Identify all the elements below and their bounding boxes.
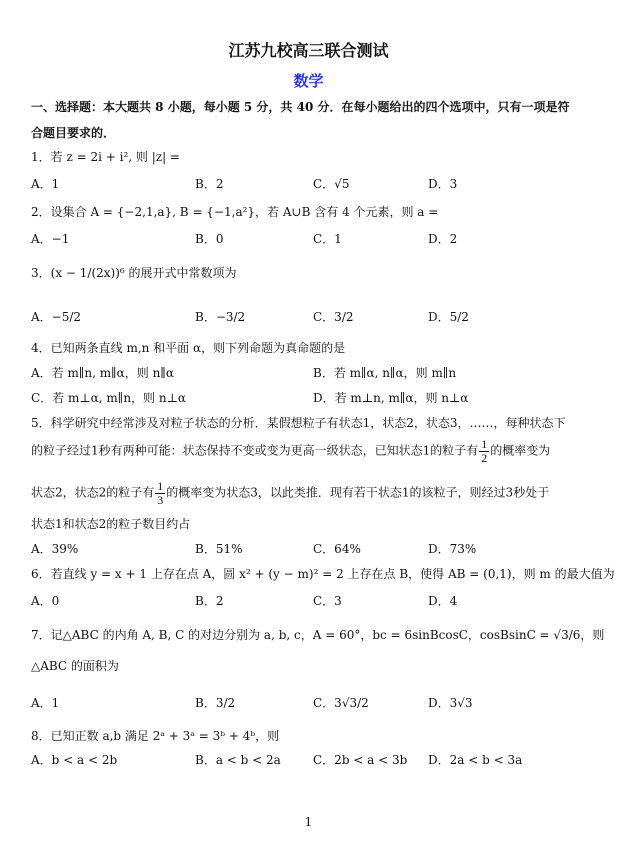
- q1-option-c: C．√5: [313, 177, 350, 191]
- q7-option-d: D．3√3: [428, 696, 473, 710]
- question-5-line3: [31, 480, 549, 506]
- q1-option-d: D．3: [428, 177, 458, 191]
- page-title: 江苏九校高三联合测试: [228, 41, 389, 60]
- subject-heading: 数学: [293, 72, 324, 90]
- q8-option-c: C．2b < a < 3b: [313, 753, 408, 767]
- q7-option-a: A．1: [31, 696, 60, 710]
- q7-option-c: C．3√3/2: [313, 696, 369, 710]
- q3-option-c: C．3/2: [313, 310, 354, 324]
- q8-option-b: B．a < b < 2a: [195, 753, 281, 767]
- q4-option-a: A．若 m∥n, m∥α，则 n∥α: [31, 366, 174, 380]
- q4-option-d: D．若 m⊥n, m∥α，则 n⊥α: [313, 391, 469, 405]
- q2-option-c: C．1: [313, 232, 342, 246]
- q5-line3-text-a: 状态2，状态2的粒子有: [31, 485, 155, 500]
- section-instructions-line1: 一、选择题：本大题共 8 小题，每小题 5 分，共 40 分．在每小题给出的四个选项中，只有一项是符: [31, 100, 570, 114]
- q2-option-d: D．2: [428, 232, 458, 246]
- q5-frac2-num: 1: [157, 479, 164, 493]
- q2-option-a: A．−1: [31, 232, 70, 246]
- q4-option-c: C．若 m⊥α, m∥n，则 n⊥α: [31, 391, 186, 405]
- q1-option-b: B．2: [195, 177, 224, 191]
- q3-option-b: B．−3/2: [195, 310, 246, 324]
- question-7-line1: 7．记△ABC 的内角 A, B, C 的对边分别为 a, b, c，A = 60°，bc = 6sinBcosC，cosBsinC = √3/6，则: [31, 628, 605, 642]
- q5-option-b: B．51%: [195, 542, 243, 556]
- question-6: 6．若直线 y = x + 1 上存在点 A，圆 x² + (y − m)² = 2 上存在点 B，使得 AB = (0,1)，则 m 的最大值为: [31, 567, 615, 581]
- q6-option-a: A．0: [31, 594, 60, 608]
- q5-line2-text-a: 的粒子经过1秒有两种可能：状态保持不变或变为更高一级状态，已知状态1的粒子有: [31, 443, 479, 458]
- q5-line3-text-b: 的概率变为状态3，以此类推．现有若干状态1的该粒子，则经过3秒处于: [166, 485, 550, 500]
- q5-frac1-den: 2: [481, 450, 488, 465]
- q5-option-a: A．39%: [31, 542, 79, 556]
- q8-option-a: A．b < a < 2b: [31, 753, 118, 767]
- question-3: 3．(x − 1/(2x))⁶ 的展开式中常数项为: [31, 266, 237, 280]
- q7-option-b: B．3/2: [195, 696, 236, 710]
- q5-fraction-one-half: [479, 438, 489, 464]
- q5-option-d: D．73%: [428, 542, 477, 556]
- q3-option-a: A．−5/2: [31, 310, 82, 324]
- q1-option-a: A．1: [31, 177, 60, 191]
- q2-option-b: B．0: [195, 232, 224, 246]
- question-2: 2．设集合 A = {−2,1,a}, B = {−1,a²}，若 A∪B 含有 4 个元素，则 a =: [31, 205, 439, 219]
- q5-frac2-den: 3: [157, 492, 164, 507]
- q3-option-d: D．5/2: [428, 310, 469, 324]
- question-1: 1．若 z = 2i + i², 则 |z| =: [31, 150, 180, 164]
- q5-option-c: C．64%: [313, 542, 361, 556]
- question-4: 4．已知两条直线 m,n 和平面 α，则下列命题为真命题的是: [31, 341, 346, 355]
- question-7-line2: △ABC 的面积为: [31, 659, 119, 673]
- question-8: 8．已知正数 a,b 满足 2ᵃ + 3ᵃ = 3ᵇ + 4ᵇ，则: [31, 729, 280, 743]
- question-5-line2: [31, 438, 550, 464]
- q5-fraction-one-third: [155, 480, 165, 506]
- q5-line2-text-b: 的概率变为: [490, 443, 551, 458]
- q6-option-d: D．4: [428, 594, 458, 608]
- q6-option-c: C．3: [313, 594, 342, 608]
- section-instructions-line2: 合题目要求的．: [31, 126, 116, 140]
- question-5-line1: 5．科学研究中经常涉及对粒子状态的分析．某假想粒子有状态1，状态2，状态3，……，每种状态下: [31, 416, 566, 430]
- q5-frac1-num: 1: [481, 437, 488, 451]
- page-number: 1: [304, 815, 313, 829]
- q4-option-b: B．若 m∥α, n∥α，则 m∥n: [313, 366, 457, 380]
- q8-option-d: D．2a < b < 3a: [428, 753, 523, 767]
- q6-option-b: B．2: [195, 594, 224, 608]
- question-5-line4: 状态1和状态2的粒子数目约占: [31, 517, 191, 531]
